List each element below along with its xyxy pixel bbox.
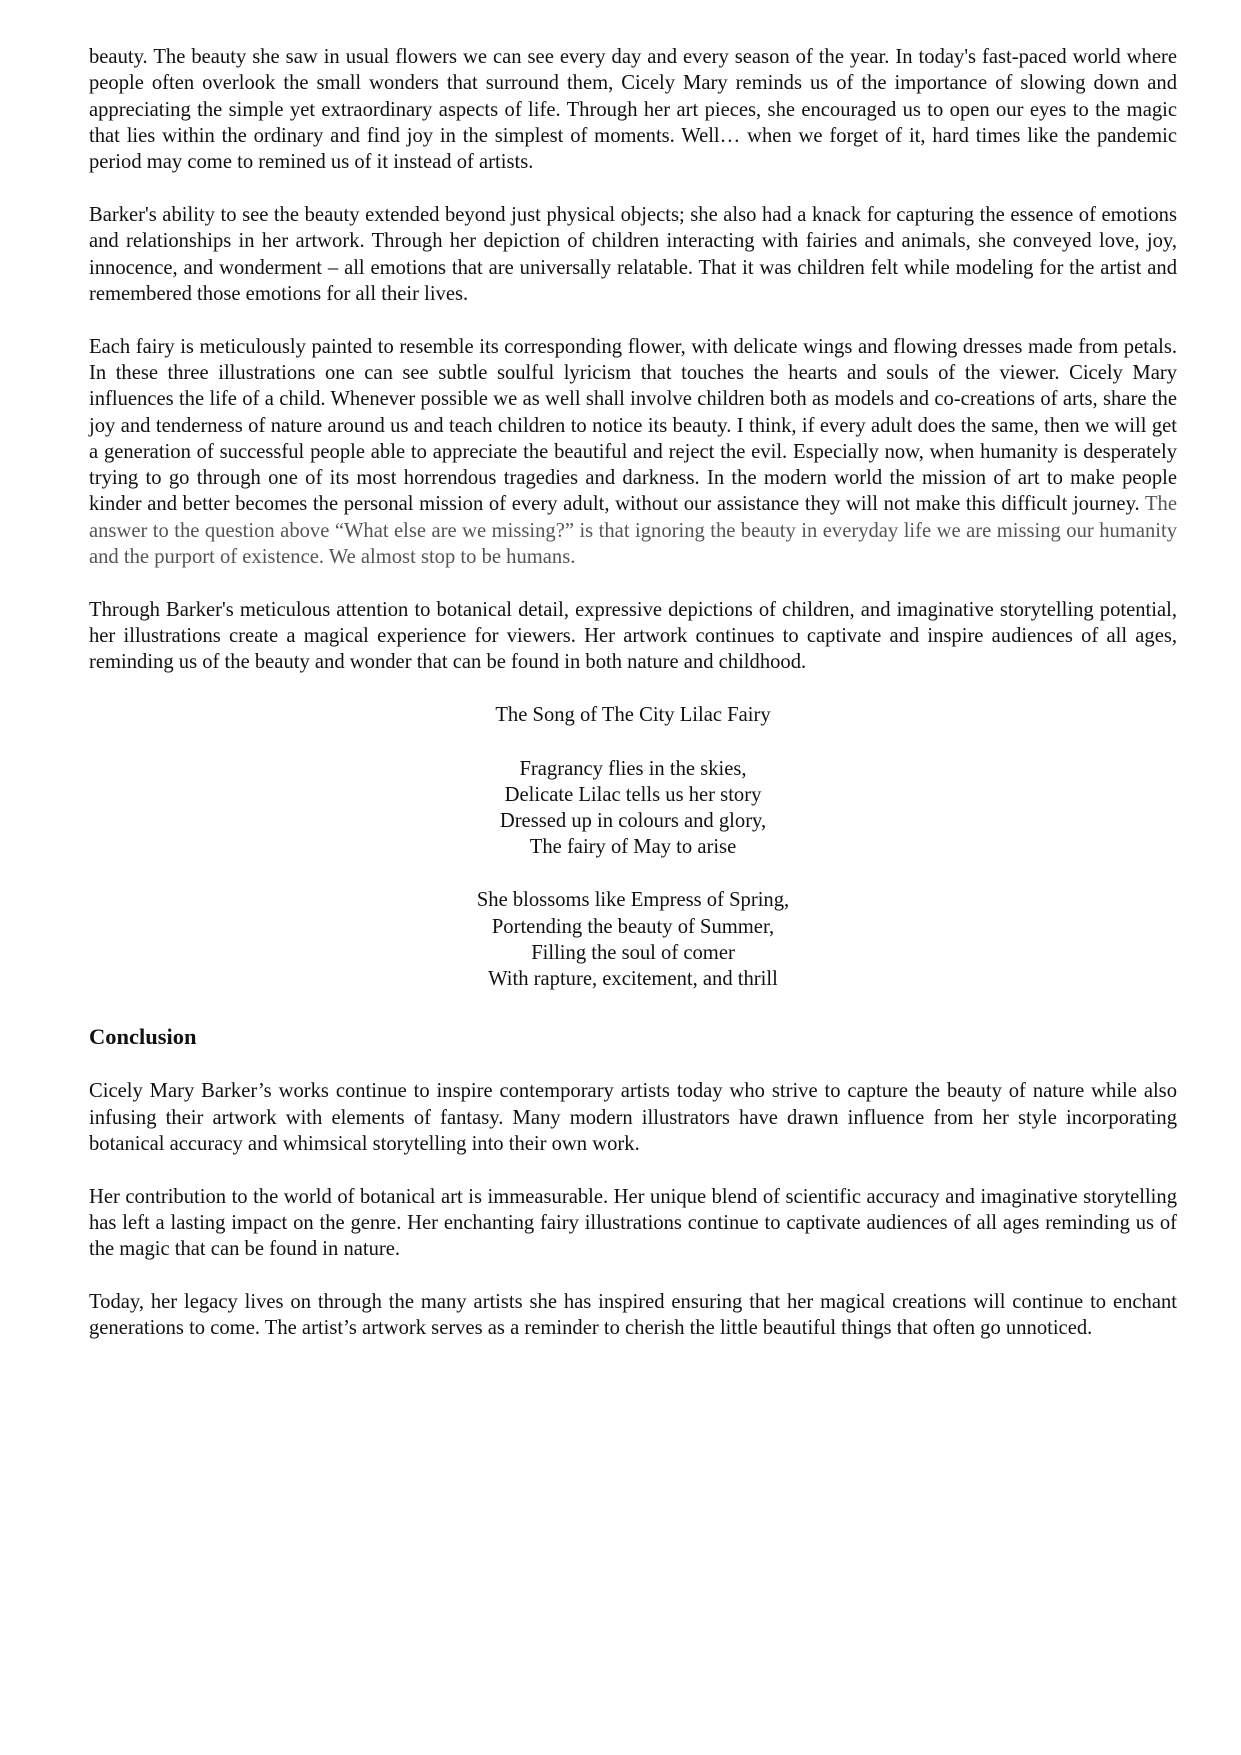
poem-line: The fairy of May to arise [529,836,737,859]
document-page [89,44,1177,1368]
conclusion-heading: Conclusion [89,1024,197,1050]
poem-line: Fragrancy flies in the skies, [519,757,747,780]
conclusion-paragraph-2: Her contribution to the world of botanical art is immeasurable. Her unique blend of scientific accuracy and imaginative storytelling has left a lasting impact on the genre. Her enchanting fairy illustrations continue to captivate audiences of all ages reminding us of the magic that can be found in nature. [89,1185,1177,1261]
conclusion-paragraph-1: Cicely Mary Barker’s works continue to inspire contemporary artists today who strive to capture the beauty of nature while also infusing their artwork with elements of fantasy. Many modern illustrators have drawn influence from her style incorporating botanical accuracy and whimsical storytelling into their own work. [89,1080,1177,1155]
paragraph-beauty: beauty. The beauty she saw in usual flowers we can see every day and every season of the year. In today's fast-paced world where people often overlook the small wonders that surround them, Cicely Mary reminds us of the importance of slowing down and appreciating the simple yet extraordinary aspects of life. Through her art pieces, she encouraged us to open our eyes to the magic that lies within the ordinary and find joy in the simplest of moments. Well… when we forget of it, hard times like the pandemic period may come to remined us of it instead of artists. [89,46,1177,174]
poem-stanza-1 [89,756,1177,861]
paragraph-each-fairy-answer: The answer to the question above “What else are we missing?” is that ignoring the beauty in everyday life we [89,493,1177,542]
poem-line: With rapture, excitement, and thrill [488,968,778,991]
paragraph-each-fairy-humanity: are missing our humanity and the purport of existence. We almost stop to be humans. [89,519,1177,569]
poem-line: Filling the soul of comer [531,941,735,964]
poem-title: The Song of The City Lilac Fairy [495,704,771,727]
paragraph-each-fairy [89,334,1177,571]
paragraph-meticulous-attention: Through Barker's meticulous attention to botanical detail, expressive depictions of children, and imaginative storytelling potential, her illustrations create a magical experience for viewers. Her artwork continues to captivate and inspire audiences of all ages, reminding us of the beauty and wonder that can be found in both nature and childhood. [89,598,1177,674]
paragraph-barker-ability: Barker's ability to see the beauty extended beyond just physical objects; she also had a knack for capturing the essence of emotions and relationships in her artwork. Through her depiction of children interacting with fairies and animals, she conveyed love, joy, innocence, and wonderment – all emotions that are universally relatable. That it was children felt while modeling for the artist and remembered those emotions for all their lives. [89,203,1177,305]
poem-stanza-2 [89,887,1177,992]
poem-line: Portending the beauty of Summer, [491,915,775,938]
conclusion-paragraph-3: Today, her legacy lives on through the many artists she has inspired ensuring that her magical creations will continue to enchant generations to come. The artist’s artwork serves as a reminder to cherish the little beautiful things that often go unnoticed. [89,1291,1177,1340]
paragraph-each-fairy-main: Each fairy is meticulously painted to resemble its corresponding flower, with delicate wings and flowing dresses made from petals. In these three illustrations one can see subtle soulful lyricism that touches the hearts and souls of the viewer. Cicely Mary influences the life of a child. Whenever possible we as well shall involve children both as models and co-creations of arts, share the joy and tenderness of nature around us and teach children to notice its beauty. I think, if every adult does the same, then we will get a generation of successful people able to appreciate the beautiful and reject the evil. Especially now, when humanity is desperately trying to go through one of its most horrendous tragedies and darkness. In the modern world the mission of art to make people kinder and better becomes the personal mission of every adult, without our assistance they will not make this difficult journey. [89,335,1177,516]
poem-line: Dressed up in colours and glory, [499,810,767,833]
poem-line: Delicate Lilac tells us her story [504,783,762,806]
poem-line: She blossoms like Empress of Spring, [476,889,790,912]
